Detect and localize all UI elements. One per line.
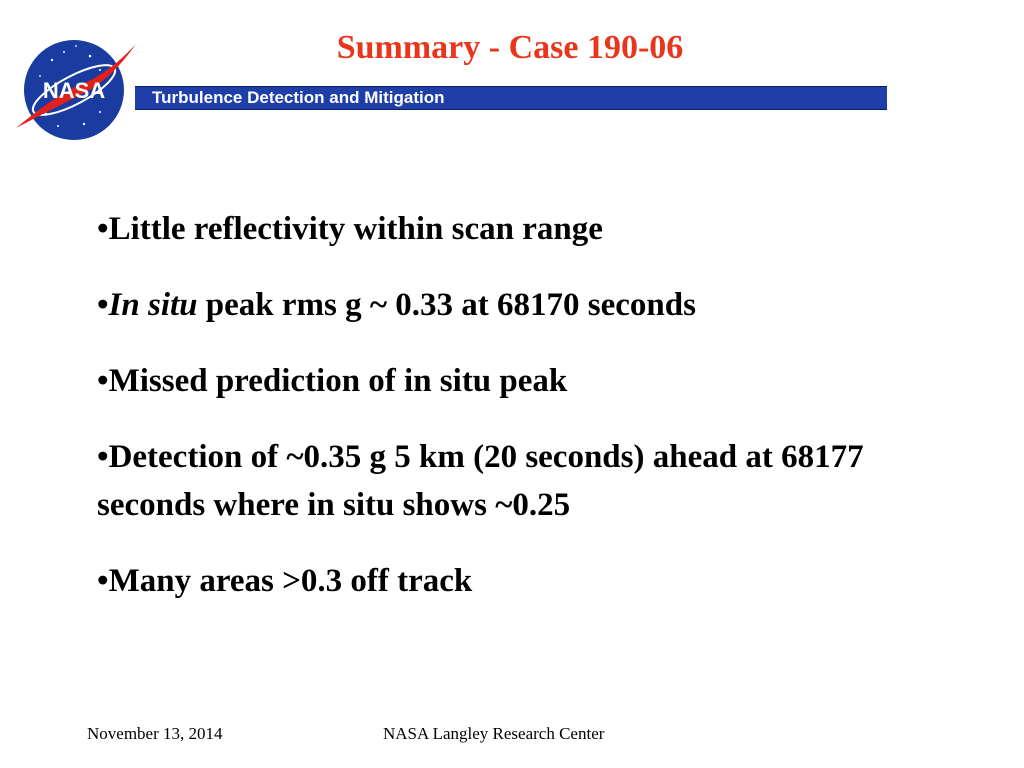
bullet-marker: • <box>97 439 109 475</box>
bullet-marker: • <box>97 563 109 599</box>
footer-organization: NASA Langley Research Center <box>383 724 605 743</box>
bullet-item <box>97 205 957 253</box>
bullet-item <box>97 281 957 329</box>
bullet-text: peak rms g ~ 0.33 at 68170 seconds <box>197 287 696 323</box>
bullet-text: Detection of ~0.35 g 5 km (20 seconds) ahead at 68177 seconds where in situ shows ~0.25 <box>97 439 864 523</box>
bullet-marker: • <box>97 363 109 399</box>
bullet-item <box>97 357 957 405</box>
bullet-text: Missed prediction of in situ peak <box>108 363 568 399</box>
bullet-marker: • <box>97 287 109 323</box>
bullet-emphasis: In situ <box>108 287 198 323</box>
slide-title: Summary - Case 190-06 <box>336 29 684 66</box>
bullet-list <box>97 205 957 633</box>
bullet-item <box>97 557 957 605</box>
banner-text: Turbulence Detection and Mitigation <box>152 88 445 107</box>
bullet-marker: • <box>97 211 109 247</box>
bullet-text: Little reflectivity within scan range <box>108 211 603 247</box>
logo-text: NASA <box>42 78 106 103</box>
nasa-logo-icon <box>12 30 140 148</box>
bullet-text: Many areas >0.3 off track <box>108 563 473 599</box>
section-banner <box>135 86 887 110</box>
footer-date: November 13, 2014 <box>87 724 223 743</box>
bullet-item <box>97 433 957 529</box>
